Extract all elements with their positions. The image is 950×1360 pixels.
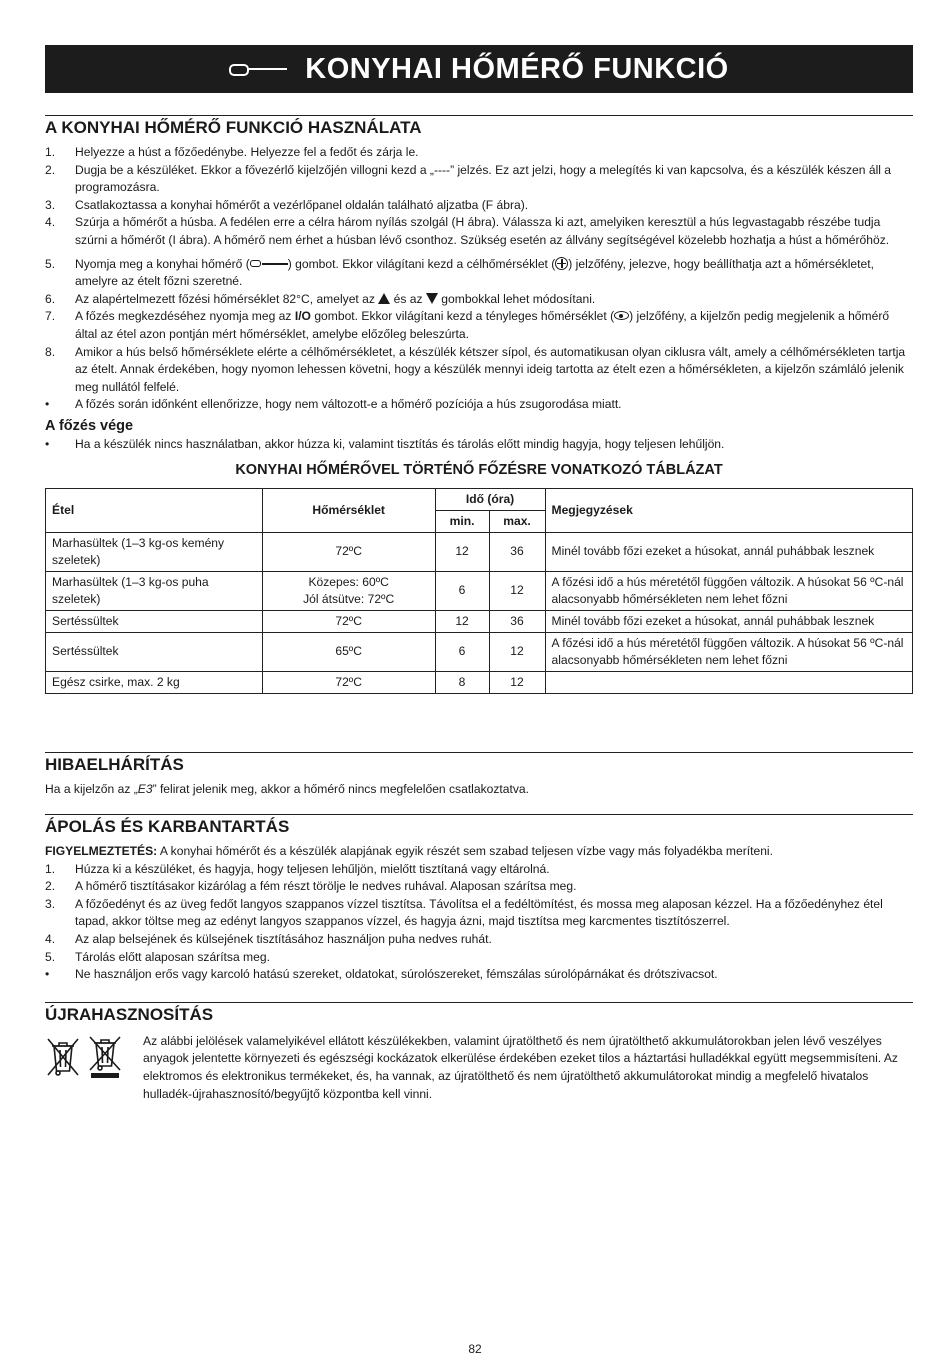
list-item: 2. Dugja be a készüléket. Ekkor a fővezérlő kijelzőjén villogni kezd a „----” jelzés. Ez azt jelzi, hogy a melegítés ki van kapcsolva, és a készülék készen áll a programozásra.	[45, 162, 892, 195]
page	[45, 45, 913, 1103]
list-item: 3. Csatlakoztassa a konyhai hőmérőt a vezérlőpanel oldalán található aljzatba (F ábra).	[45, 197, 529, 212]
cooking-end-heading: A főzés vége	[45, 417, 134, 434]
troubleshooting-heading: HIBAELHÁRÍTÁS	[45, 754, 184, 774]
down-arrow-icon	[426, 293, 438, 304]
crossed-bin-icon	[45, 1035, 81, 1079]
recycling-section	[45, 1002, 913, 1103]
crossed-bin-with-bar-icon	[87, 1035, 123, 1079]
list-item: • Ha a készülék nincs használatban, akkor húzza ki, valamint tisztítás és tárolás előtt mindig hagyja, hogy teljesen lehűljön.	[45, 436, 725, 451]
list-item: • Ne használjon erős vagy karcoló hatású szereket, oldatokat, súrolószereket, fémszálas súrolópárnákat és drótszivacsot.	[45, 967, 718, 982]
header-time: Idő (óra)	[435, 488, 545, 510]
eye-icon	[614, 311, 629, 320]
table-title: KONYHAI HŐMÉRŐVEL TÖRTÉNŐ FŐZÉSRE VONATKOZÓ TÁBLÁZAT	[235, 461, 723, 478]
probe-icon	[250, 259, 288, 269]
recycling-heading: ÚJRAHASZNOSÍTÁS	[45, 1004, 214, 1024]
care-warning: FIGYELMEZTETÉS: A konyhai hőmérőt és a készülék alapjának egyik részét sem szabad teljesen vízbe vagy más folyadékba meríteni.	[45, 844, 773, 859]
title-banner	[45, 45, 913, 93]
table-row: Egész csirke, max. 2 kg 72ºC 8 12	[46, 671, 913, 693]
cooking-end-list	[45, 436, 913, 454]
header-food: Étel	[46, 488, 263, 532]
list-item: 6. Az alapértelmezett főzési hőmérséklet 82°C, amelyet az és az gombokkal lehet módosítani.	[45, 291, 596, 306]
up-arrow-icon	[378, 293, 390, 304]
usage-heading: A KONYHAI HŐMÉRŐ FUNKCIÓ HASZNÁLATA	[45, 118, 422, 137]
usage-steps	[45, 144, 913, 414]
list-item: 4. Az alap belsejének és külsejének tisztításához használjon puha nedves ruhát.	[45, 932, 492, 947]
table-header-row	[46, 488, 913, 510]
list-item: 1. Húzza ki a készüléket, és hagyja, hogy teljesen lehűljön, mielőtt tisztítaná vagy eltárolná.	[45, 861, 550, 876]
table-row: Marhasültek (1–3 kg-os puha szeletek) Közepes: 60ºC Jól átsütve: 72ºC 6 12 A főzési idő a hús méretétől függően változik. A húsokat 56 ºC-nál alacsonyabb hőmérsékleten nem lehet főzni	[46, 571, 913, 610]
usage-section	[45, 115, 913, 454]
header-temperature: Hőmérséklet	[262, 488, 435, 532]
error-code: E3	[137, 781, 153, 796]
page-number: 82	[468, 1342, 482, 1356]
table-row: Marhasültek (1–3 kg-os kemény szeletek) 72ºC 12 36 Minél tovább főzi ezeket a húsokat, annál puhábbak lesznek	[46, 532, 913, 571]
cooking-table	[45, 488, 913, 694]
table-row: Sertéssültek 72ºC 12 36 Minél tovább főzi ezeket a húsokat, annál puhábbak lesznek	[46, 610, 913, 632]
care-section	[45, 814, 913, 984]
page-title: KONYHAI HŐMÉRŐ FUNKCIÓ	[305, 52, 729, 85]
target-temperature-icon	[555, 257, 568, 270]
list-item: 2. A hőmérő tisztításakor kizárólag a fém részt törölje le nedves ruhával. Alaposan szárítsa meg.	[45, 879, 577, 894]
troubleshooting-text: Ha a kijelzőn az „E3” felirat jelenik meg, akkor a hőmérő nincs megfelelően csatlakoztatva.	[45, 781, 529, 796]
list-item: 5. Nyomja meg a konyhai hőmérő ( ) gombot. Ekkor világítani kezd a célhőmérséklet ( ) jelzőfény, jelezve, hogy beállíthatja azt a hőmérsékletet, amelyre az ételt főzni szeretné.	[45, 256, 874, 289]
table-row: Sertéssültek 65ºC 6 12 A főzési idő a hús méretétől függően változik. A húsokat 56 ºC-nál alacsonyabb hőmérsékleten nem lehet főzni	[46, 632, 913, 671]
care-heading: ÁPOLÁS ÉS KARBANTARTÁS	[45, 817, 290, 837]
list-item: 1. Helyezze a húst a főzőedénybe. Helyezze fel a fedőt és zárja le.	[45, 145, 419, 159]
header-max: max.	[489, 510, 545, 532]
list-item: • A főzés során időnként ellenőrizze, hogy nem változott-e a hőmérő pozíciója a hús zsugorodása miatt.	[45, 397, 622, 412]
header-min: min.	[435, 510, 489, 532]
recycling-text: Az alábbi jelölések valamelyikével ellátott készülékekben, valamint újratölthető és nem újratölthető akkumulátorokban jelen lévő veszélyes anyagok jelentette környezeti és egészségi kockázatok elkerülése érdekében ezeket tilos a háztartási hulladékkal együtt megsemmisíteni. Az elektromos és elektronikus termékeket, és, ha vannak, az újratölthető és nem újratölthető akkumulátorokat mindig a megfelelő hivatalos hulladék-újrahasznosító/begyűjtő központba kell vinni.	[143, 1033, 898, 1101]
list-item: 7. A főzés megkezdéséhez nyomja meg az I/O gombot. Ekkor világítani kezd a tényleges hőmérséklet ( ) jelzőfény, a kijelzőn pedig megjelenik a hőmérő által az étel azon pontján mért hőmérséklet, amelybe előzőleg beleszúrta.	[45, 309, 890, 341]
list-item: 5. Tárolás előtt alaposan szárítsa meg.	[45, 949, 270, 964]
header-notes: Megjegyzések	[545, 488, 913, 532]
list-item: 4. Szúrja a hőmérőt a húsba. A fedélen erre a célra három nyílás szolgál (H ábra). Válassza ki azt, amelyiken keresztül a hús legvastagabb részébe tudja szúrni a hőmérőt (I ábra). A hőmérő nem érhet a húsban lévő csonthoz. Szükség esetén az állvány segítségével közelebb hozhatja a húst a hőmérőhöz.	[45, 215, 890, 247]
troubleshooting-section	[45, 752, 913, 799]
list-item: 3. A főzőedényt és az üveg fedőt langyos szappanos vízzel tisztítsa. Távolítsa el a fedéltömítést, és mossa meg alaposan kézzel. Ha a főzőedényhez étel tapad, akkor töltse meg az edényt langyos szappanos vízzel, és hagyja ázni, majd tisztítsa meg karcmentes tisztítószerrel.	[45, 896, 883, 929]
care-list	[45, 861, 913, 984]
probe-icon	[229, 62, 287, 76]
list-item: 8. Amikor a hús belső hőmérséklete elérte a célhőmérsékletet, a készülék kétszer sípol, és automatikusan olyan ciklusra vált, amely a célhőmérsékleten tartja az ételt. Annak érdekében, hogy nyomon lehessen követni, hogy a készülék mennyi ideig tartotta az ételt ezen a hőmérsékleten, a kijelzőn számláló jelenik meg nullától felfelé.	[45, 344, 906, 394]
